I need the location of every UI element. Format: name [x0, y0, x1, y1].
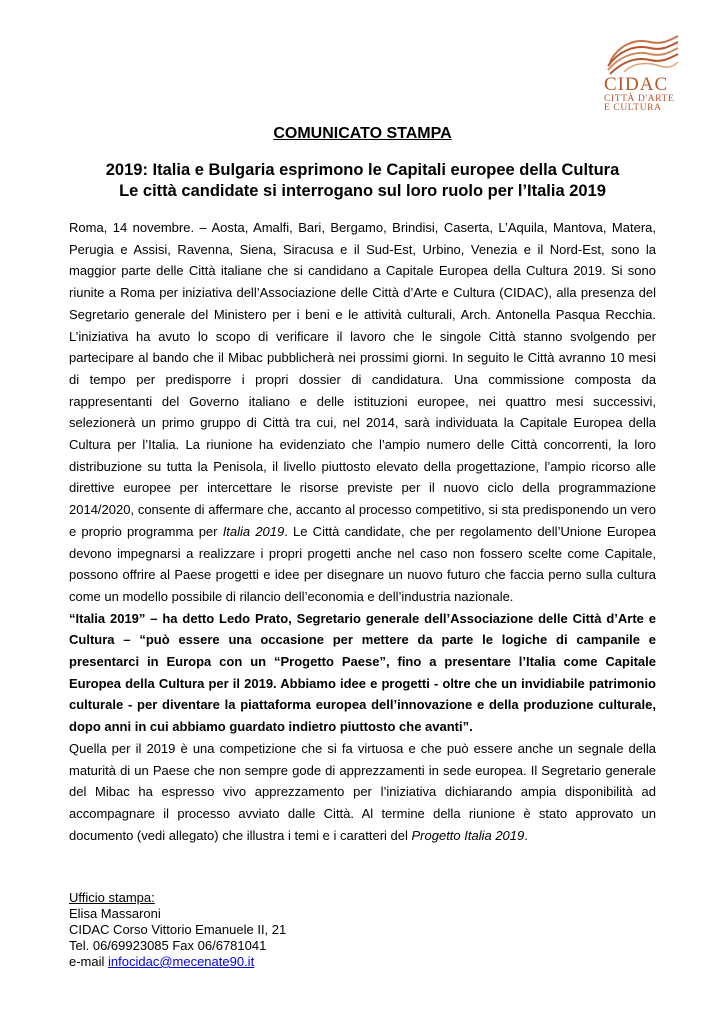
paragraph-closing-text-end: . — [524, 827, 528, 843]
headline-line-2: Le città candidate si interrogano sul loro ruolo per l’Italia 2019 — [119, 182, 606, 200]
contact-phone: Tel. 06/69923085 Fax 06/6781041 — [69, 938, 267, 953]
paragraph-closing — [69, 738, 656, 847]
press-office-contact — [69, 890, 469, 970]
email-link[interactable]: infocidac@mecenate90.it — [108, 954, 255, 969]
contact-heading: Ufficio stampa: — [69, 890, 155, 905]
paragraph-intro — [69, 217, 656, 608]
paragraph-closing-italic: Progetto Italia 2019 — [411, 827, 525, 843]
logo-emblem-icon — [604, 32, 680, 76]
contact-email-row — [69, 954, 469, 970]
contact-name: Elisa Massaroni — [69, 906, 161, 921]
email-label: e-mail — [69, 954, 109, 969]
contact-address: CIDAC Corso Vittorio Emanuele II, 21 — [69, 922, 287, 937]
paragraph-intro-italic: Italia 2019 — [222, 523, 285, 539]
quote-paragraph: “Italia 2019” – ha detto Ledo Prato, Segretario generale dell’Associazione delle Città d’Arte e Cultura – “può essere una occasione per mettere da parte le logiche di campanile e presentarci in Europa con un “Progetto Paese”, fino a presentare l’Italia come Capitale Europea della Cultura per il 2019. Abbiamo idee e progetti - oltre che un invidiabile patrimonio culturale - per diventare la piattaforma europea dell’innovazione e della produzione culturale, dopo anni in cui abbiamo guardato indietro piuttosto che avanti”. — [69, 610, 656, 735]
logo-name: CIDAC — [604, 74, 669, 95]
logo-subtitle-1: CITTÀ D'ARTE — [604, 94, 675, 104]
document-title: COMUNICATO STAMPA — [273, 125, 452, 142]
paragraph-intro-text-end: . Le Città candidate, che per regolamento dell’Unione Europea devono impegnarsi a realizzare i propri progetti anche nel caso non fossero scelte come Capitale, possono offrire al Paese progetti e idee per disegnare un nuovo futuro che faccia perno sulla cultura come un modello possibile di rilancio dell’economia e dell’industria nazionale. — [69, 523, 656, 604]
press-release-body — [69, 217, 656, 846]
cidac-logo — [604, 32, 680, 112]
logo-subtitle-2: E CULTURA — [604, 103, 662, 113]
paragraph-intro-text: Roma, 14 novembre. – Aosta, Amalfi, Bari, Bergamo, Brindisi, Caserta, L’Aquila, Mantova, Matera, Perugia e Assisi, Ravenna, Siena, Siracusa e il Sud-Est, Urbino, Venezia e il Nord-Est, sono la maggior parte delle Città italiane che si candidano a Capitale Europea della Cultura 2019. Si sono riunite a Roma per iniziativa dell’Associazione delle Città d’Arte e Cultura (CIDAC), alla presenza del Segretario generale del Ministero per i beni e le attività culturali, Arch. Antonella Pasqua Recchia. L’iniziativa ha avuto lo scopo di verificare il lavoro che le singole Città stanno svolgendo per partecipare al bando che il Mibac pubblicherà nei prossimi giorni. In seguito le Città avranno 10 mesi di tempo per predisporre i propri dossier di candidatura. Una commissione composta da rappresentanti del Governo italiano e delle istituzioni europee, nei quattro mesi successivi, selezionerà un primo gruppo di Città tra cui, nel 2014, sarà individuata la Capitale Europea della Cultura per l’Italia. La riunione ha evidenziato che l’ampio numero delle Città concorrenti, la loro distribuzione su tutta la Penisola, il livello piuttosto elevato della progettazione, l’ampio ricorso alle direttive europee per intercettare le risorse previste per il nuovo ciclo della programmazione 2014/2020, consente di affermare che, accanto al processo competitivo, si sta predisponendo un vero e proprio programma per — [69, 220, 656, 539]
headline-line-1: 2019: Italia e Bulgaria esprimono le Capitali europee della Cultura — [105, 161, 620, 179]
paragraph-closing-text: Quella per il 2019 è una competizione che si fa virtuosa e che può essere anche un segnale della maturità di un Paese che non sempre gode di apprezzamenti in sede europea. Il Segretario generale del Mibac ha espresso vivo apprezzamento per l’iniziativa dichiarando ampia disponibilità ad accompagnare il processo avviato dalle Città. Al termine della riunione è stato approvato un documento (vedi allegato) che illustra i temi e i caratteri del — [69, 740, 656, 843]
